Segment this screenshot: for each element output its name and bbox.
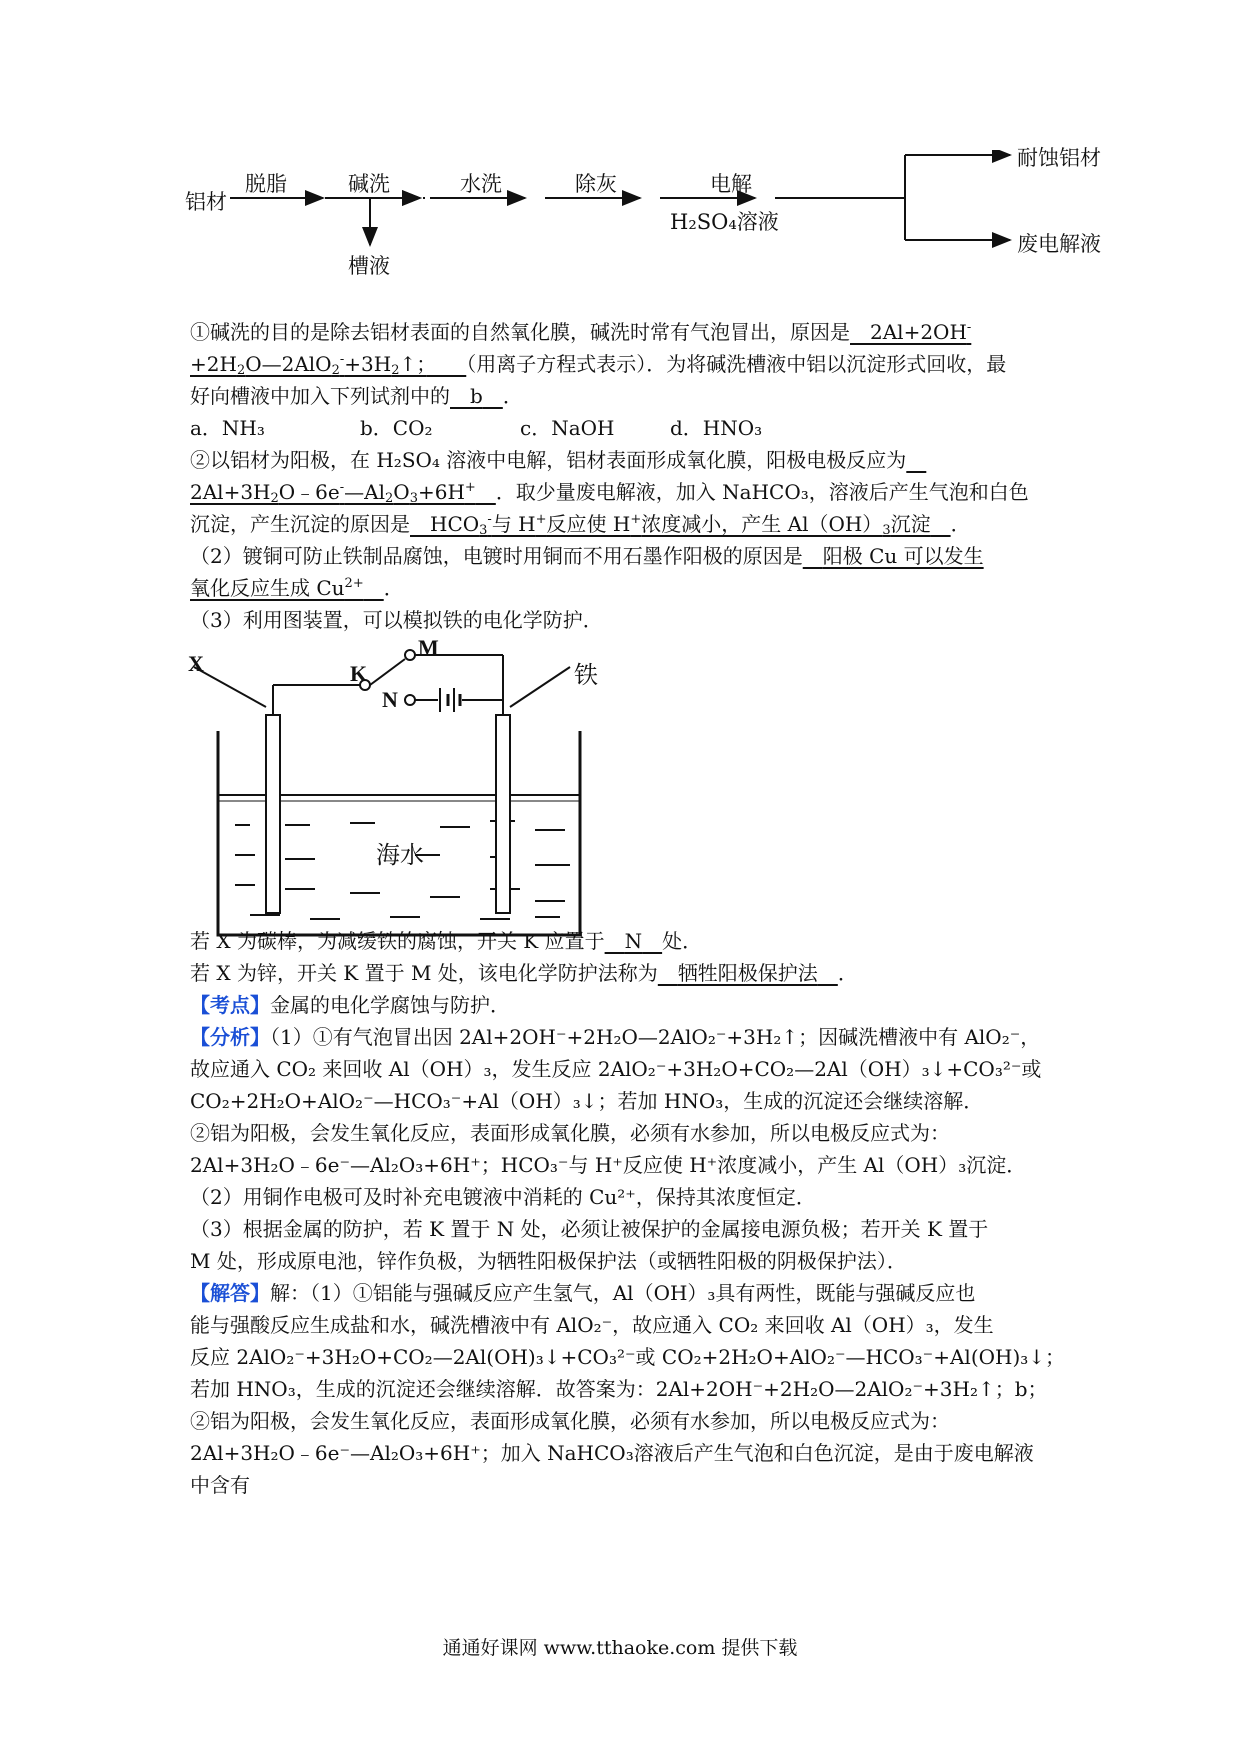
question-1-block xyxy=(190,316,1060,636)
answer-1-part-b: $+2H_2O—2AlO_2^-+3H_2↑$； xyxy=(190,352,427,378)
option-a: a．NH₃ xyxy=(190,416,265,440)
q1-options xyxy=(190,412,1060,444)
answer-switch-position: N xyxy=(624,929,643,953)
electrode-x: X xyxy=(188,651,204,676)
q2-line-2: 氧化反应生成 $Cu^{2+}$ ． xyxy=(190,576,404,600)
q3-line-3: 若 X 为锌，开关 K 置于 M 处，该电化学防护法称为 牺牲阳极保护法 ． xyxy=(190,961,858,985)
fenxi-line-2: 故应通入 CO₂ 来回收 Al（OH）₃，发生反应 2AlO₂⁻+3H₂O+CO₂—2Al（OH）₃↓+CO₃²⁻或 xyxy=(190,1057,1042,1081)
circuit-drawing xyxy=(190,645,650,945)
analysis-block xyxy=(190,925,1066,1501)
answer-anode-reaction: $2Al+3H_2O﹣6e^-—Al_2O_3+6H^+$ xyxy=(190,480,476,506)
answer-2-part-b: 氧化反应生成 $Cu^{2+}$ xyxy=(190,576,364,600)
electrode-iron: 铁 xyxy=(574,661,598,689)
fenxi-line-4: ②铝为阳极，会发生氧化反应，表面形成氧化膜，必须有水参加，所以电极反应式为： xyxy=(190,1121,950,1145)
jieda-line-4: 若加 HNO₃，生成的沉淀还会继续溶解．故答案为：2Al+2OH⁻+2H₂O—2AlO₂⁻+3H₂↑；b； xyxy=(190,1377,1048,1401)
flow-byproduct: 槽液 xyxy=(348,254,390,278)
switch-contact-n: N xyxy=(382,687,398,712)
q1-line-1: ①碱洗的目的是除去铝材表面的自然氧化膜，碱洗时常有气泡冒出，原因是 2Al+2OH- xyxy=(190,320,972,344)
q1-line-7: 沉淀，产生沉淀的原因是 $HCO_3^-$与 H+反应使 H+浓度减小，产生 $Al(OH)_3$沉淀 ． xyxy=(190,512,971,538)
jieda-line-1: 【解答】解：（1）①铝能与强碱反应产生氢气，Al（OH）₃具有两性，既能与强碱反应也 xyxy=(190,1281,976,1305)
flow-step-alkali-wash: 碱洗 xyxy=(348,172,390,196)
flow-step-deash: 除灰 xyxy=(575,172,617,196)
answer-2-part-a: 阳极 Cu 可以发生 xyxy=(822,544,984,568)
flow-electrolyte: H₂SO₄溶液 xyxy=(670,210,779,234)
jieda-line-3: 反应 2AlO₂⁻+3H₂O+CO₂—2Al(OH)₃↓+CO₃²⁻或 CO₂+2H₂O+AlO₂⁻—HCO₃⁻+Al(OH)₃↓； xyxy=(190,1345,1066,1369)
flow-step-water-wash: 水洗 xyxy=(460,172,502,196)
seawater-label: 海水 xyxy=(376,841,424,869)
switch-contact-m: M xyxy=(418,635,439,660)
fenxi-tag: 【分析】 xyxy=(190,1025,270,1049)
flowchart-arrows xyxy=(185,150,1085,310)
jieda-line-5: ②铝为阳极，会发生氧化反应，表面形成氧化膜，必须有水参加，所以电极反应式为： xyxy=(190,1409,950,1433)
answer-1-part-a: 2Al+2OH- xyxy=(870,320,972,344)
process-flowchart xyxy=(185,146,1101,310)
q1-line-2: $+2H_2O—2AlO_2^-+3H_2↑$； （用离子方程式表示）．为将碱洗槽液中铝以沉淀形式回收，最 xyxy=(190,352,1007,378)
fenxi-line-3: CO₂+2H₂O+AlO₂⁻—HCO₃⁻+Al（OH）₃↓；若加 HNO₃，生成的沉淀还会继续溶解． xyxy=(190,1089,984,1113)
q3-line-2: 若 X 为碳棒，为减缓铁的腐蚀，开关 K 应置于 N 处． xyxy=(190,929,703,953)
fenxi-line-7: （3）根据金属的防护，若 K 置于 N 处，必须让被保护的金属接电源负极；若开关 K 置于 xyxy=(190,1217,989,1241)
fenxi-line-1: 【分析】（1）①有气泡冒出因 2Al+2OH⁻+2H₂O—2AlO₂⁻+3H₂↑；因碱洗槽液中有 AlO₂⁻， xyxy=(190,1025,1041,1049)
answer-precipitate-reason: $HCO_3^-$与 H+反应使 H+浓度减小，产生 $Al(OH)_3$沉淀 xyxy=(430,512,931,538)
option-b: b．CO₂ xyxy=(360,416,433,440)
flow-step-electrolysis: 电解 xyxy=(710,172,752,196)
kaodian-line: 【考点】金属的电化学腐蚀与防护． xyxy=(190,993,510,1017)
jieda-tag: 【解答】 xyxy=(190,1281,270,1305)
q1-line-3: 好向槽液中加入下列试剂中的 b ． xyxy=(190,384,523,408)
switch-k: K xyxy=(350,661,368,686)
answer-protection-method: 牺牲阳极保护法 xyxy=(677,961,818,985)
q2-line-1: （2）镀铜可防止铁制品腐蚀，电镀时用铜而不用石墨作阳极的原因是 阳极 Cu 可以发生 xyxy=(190,544,984,568)
q1-line-5: ②以铝材为阳极，在 H₂SO₄ 溶液中电解，铝材表面形成氧化膜，阳极电极反应为 xyxy=(190,448,907,472)
fenxi-line-6: （2）用铜作电极可及时补充电镀液中消耗的 Cu²⁺，保持其浓度恒定． xyxy=(190,1185,816,1209)
flow-output-top: 耐蚀铝材 xyxy=(1017,146,1101,170)
flow-start: 铝材 xyxy=(185,190,227,214)
page-footer: 通通好课网 www.tthaoke.com 提供下载 xyxy=(442,1637,798,1659)
option-d: d．HNO₃ xyxy=(670,416,763,440)
jieda-line-2: 能与强酸反应生成盐和水，碱洗槽液中有 AlO₂⁻，故应通入 CO₂ 来回收 Al（OH）₃，发生 xyxy=(190,1313,994,1337)
fenxi-line-5: 2Al+3H₂O﹣6e⁻—Al₂O₃+6H⁺；HCO₃⁻与 H⁺反应使 H⁺浓度减小，产生 Al（OH）₃沉淀． xyxy=(190,1153,1027,1177)
kaodian-tag: 【考点】 xyxy=(190,993,270,1017)
flow-step-degrease: 脱脂 xyxy=(245,172,287,196)
q1-line-6: $2Al+3H_2O﹣6e^-—Al_2O_3+6H^+$ ．取少量废电解液，加入 NaHCO₃，溶液后产生气泡和白色 xyxy=(190,480,1029,506)
jieda-line-7: 中含有 xyxy=(190,1473,250,1497)
fenxi-line-8: M 处，形成原电池，锌作负极，为牺牲阳极保护法（或牺牲阳极的阴极保护法）． xyxy=(190,1249,907,1273)
option-c: c．NaOH xyxy=(520,416,615,440)
q3-line-1: （3）利用图装置，可以模拟铁的电化学防护． xyxy=(190,608,603,632)
answer-reagent: b xyxy=(470,384,483,408)
electrochemical-protection-diagram xyxy=(188,635,650,945)
jieda-line-6: 2Al+3H₂O﹣6e⁻—Al₂O₃+6H⁺；加入 NaHCO₃溶液后产生气泡和白色沉淀，是由于废电解液 xyxy=(190,1441,1034,1465)
flow-output-bottom: 废电解液 xyxy=(1017,232,1101,256)
